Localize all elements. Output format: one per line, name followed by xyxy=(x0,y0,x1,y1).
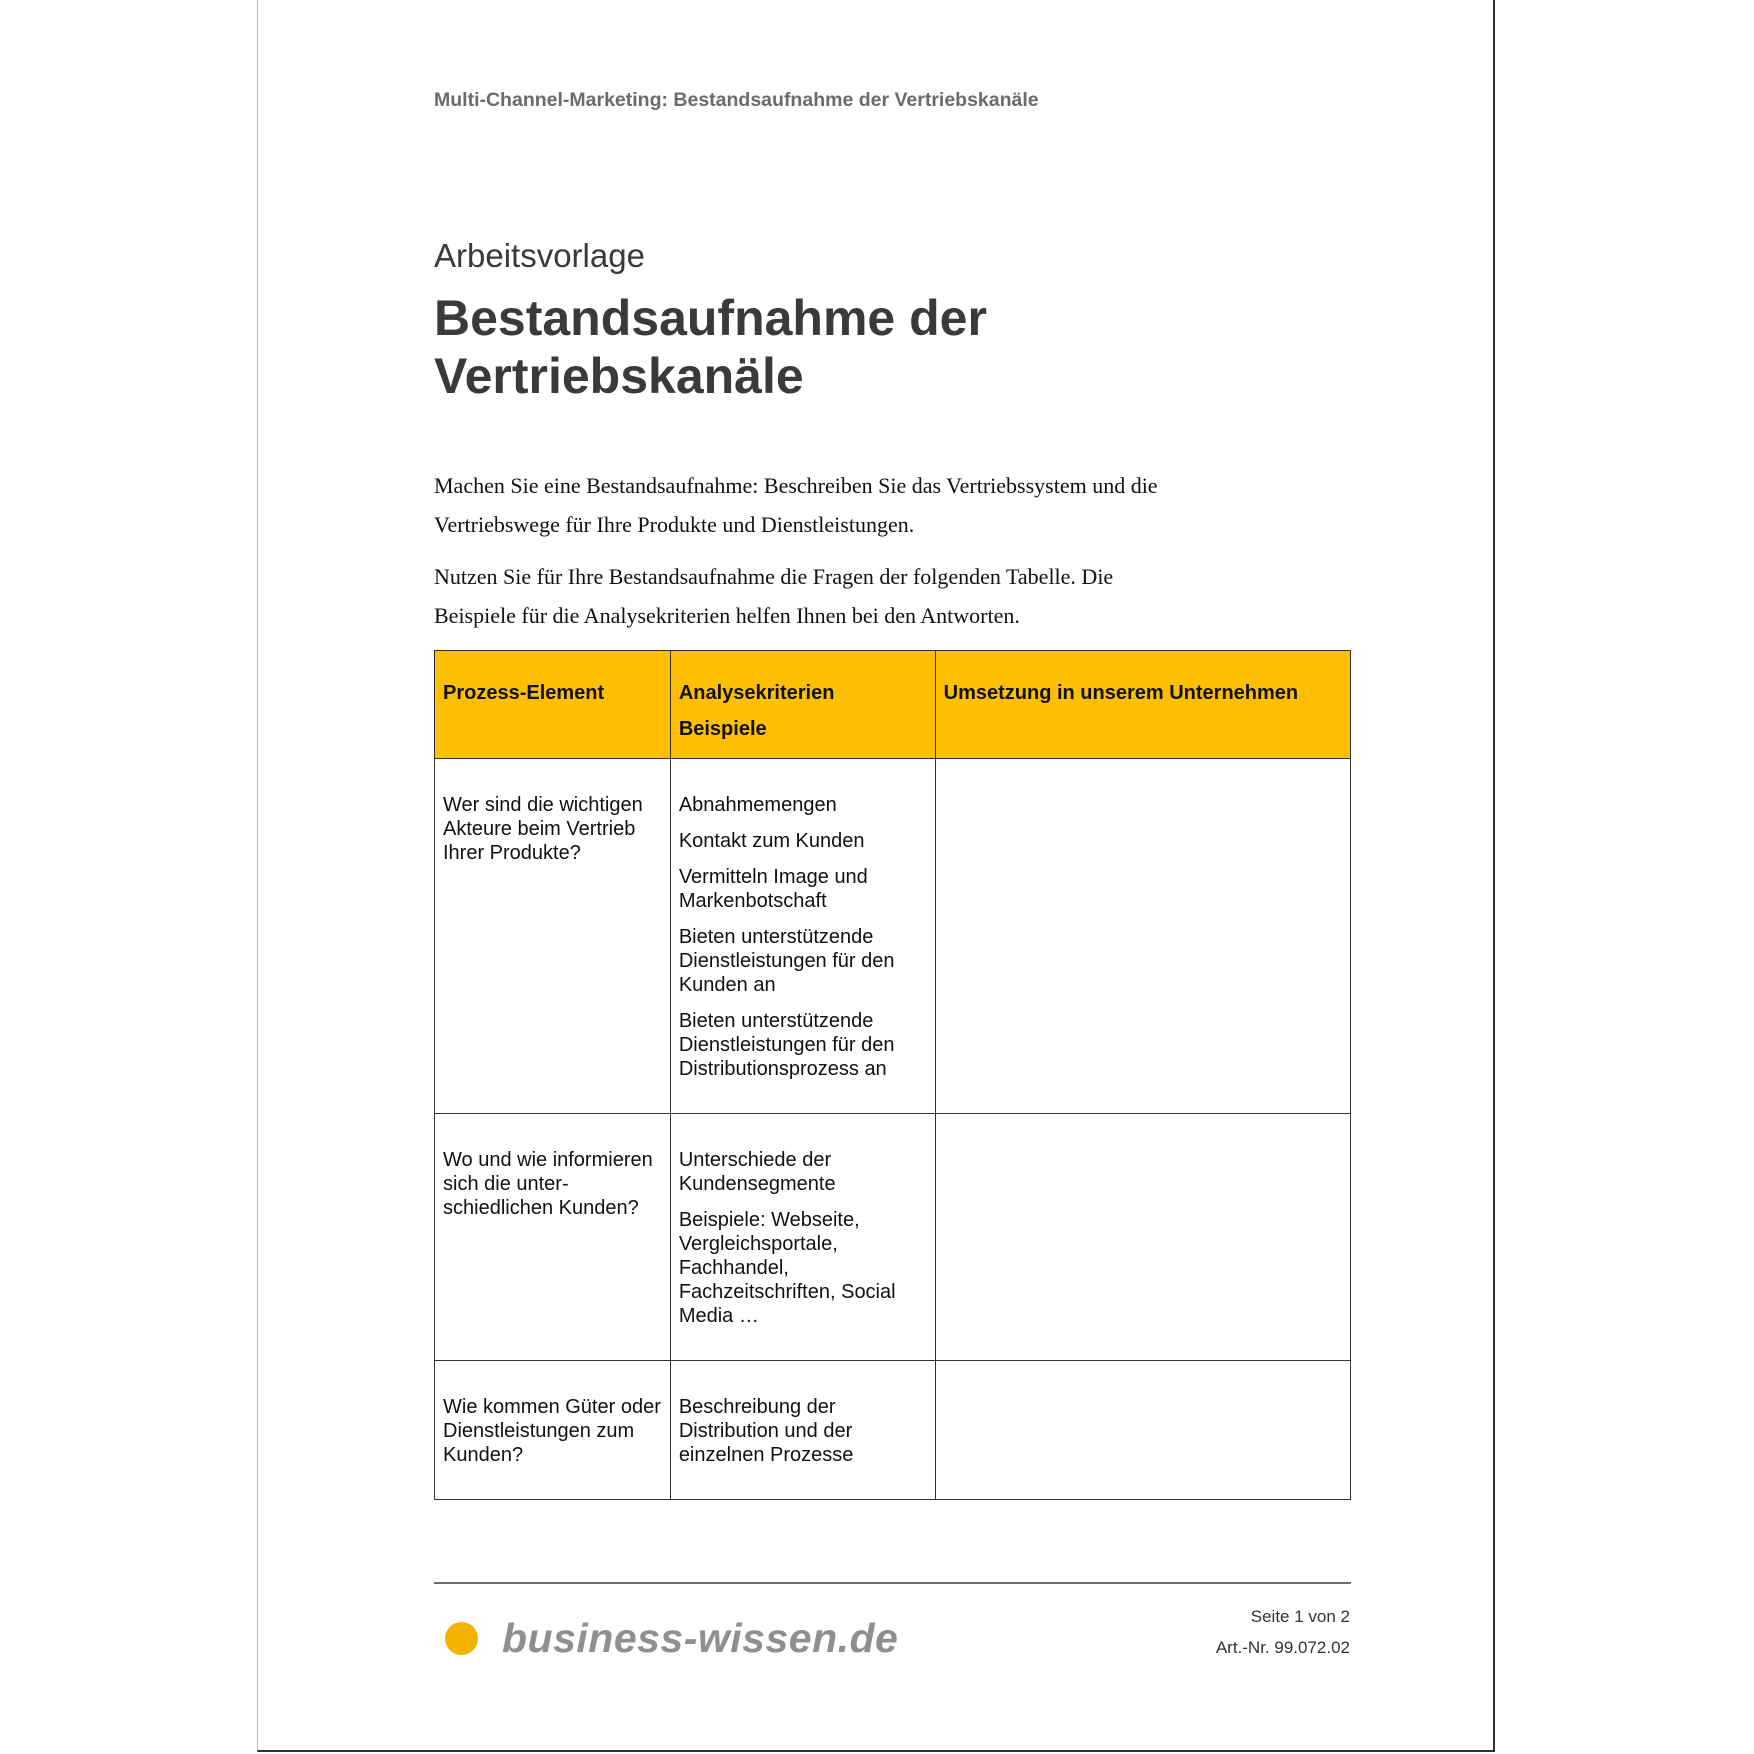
question-cell: Wie kommen Güter oder Dienstleistungen zum Kunden? xyxy=(435,1361,671,1500)
criteria-item: Unterschiede der Kundensegmente xyxy=(678,1149,836,1195)
criteria-cell xyxy=(670,759,935,1114)
logo-text: business-wissen.de xyxy=(502,1615,899,1661)
brand-logo xyxy=(445,1615,898,1662)
header-analysekriterien-label: Analysekriterien xyxy=(678,682,835,704)
criteria-item: Beschreibung der Distribution und der einzelnen Prozesse xyxy=(678,1396,854,1466)
header-beispiele-label: Beispiele xyxy=(678,718,767,740)
table-row xyxy=(435,1361,1351,1500)
intro-paragraph: Nutzen Sie für Ihre Bestandsaufnahme die Fragen der folgenden Tabelle. Die Beispiele für die Analysekriterien helfen Ihnen bei den Antworten. xyxy=(434,564,1114,628)
header-analysekriterien xyxy=(670,651,935,759)
question-cell: Wo und wie informieren sich die unter-schiedlichen Kunden? xyxy=(435,1114,671,1361)
table-row xyxy=(435,759,1351,1114)
page-number: Seite 1 von 2 xyxy=(1250,1607,1350,1626)
article-number: Art.-Nr. 99.072.02 xyxy=(1215,1638,1350,1657)
criteria-item: Bieten unterstützende Dienstleistungen für den Kunden an xyxy=(678,926,895,996)
document-title xyxy=(434,289,987,405)
question-cell: Wer sind die wichtigen Akteure beim Vertrieb Ihrer Produkte? xyxy=(435,759,671,1114)
logo-dot-icon xyxy=(445,1622,478,1655)
criteria-item: Vermitteln Image und Markenbotschaft xyxy=(678,866,868,912)
analysis-table xyxy=(434,650,1351,1500)
criteria-cell xyxy=(670,1114,935,1361)
criteria-cell xyxy=(670,1361,935,1500)
criteria-item: Beispiele: Webseite, Vergleichsportale, Fachhandel, Fachzeitschriften, Social Media … xyxy=(678,1209,896,1327)
title-line-2: Vertriebskanäle xyxy=(434,348,804,404)
table-row xyxy=(435,1114,1351,1361)
answer-cell[interactable] xyxy=(935,1361,1350,1500)
document-kicker: Arbeitsvorlage xyxy=(434,237,645,274)
header-prozess-element: Prozess-Element xyxy=(435,651,671,759)
answer-cell[interactable] xyxy=(935,759,1350,1114)
table-header-row xyxy=(435,651,1351,759)
running-header: Multi-Channel-Marketing: Bestandsaufnahme der Vertriebskanäle xyxy=(434,89,1039,111)
intro-text xyxy=(434,466,1194,648)
title-line-1: Bestandsaufnahme der xyxy=(434,290,987,346)
criteria-item: Abnahmemengen xyxy=(678,794,837,816)
intro-paragraph: Machen Sie eine Bestandsaufnahme: Beschreiben Sie das Vertriebssystem und die Vertriebswege für Ihre Produkte und Dienstleistungen. xyxy=(434,473,1158,537)
criteria-item: Bieten unterstützende Dienstleistungen für den Distributionsprozess an xyxy=(678,1010,895,1080)
footer-divider xyxy=(434,1582,1351,1584)
criteria-item: Kontakt zum Kunden xyxy=(678,830,865,852)
header-umsetzung: Umsetzung in unserem Unternehmen xyxy=(935,651,1350,759)
answer-cell[interactable] xyxy=(935,1114,1350,1361)
